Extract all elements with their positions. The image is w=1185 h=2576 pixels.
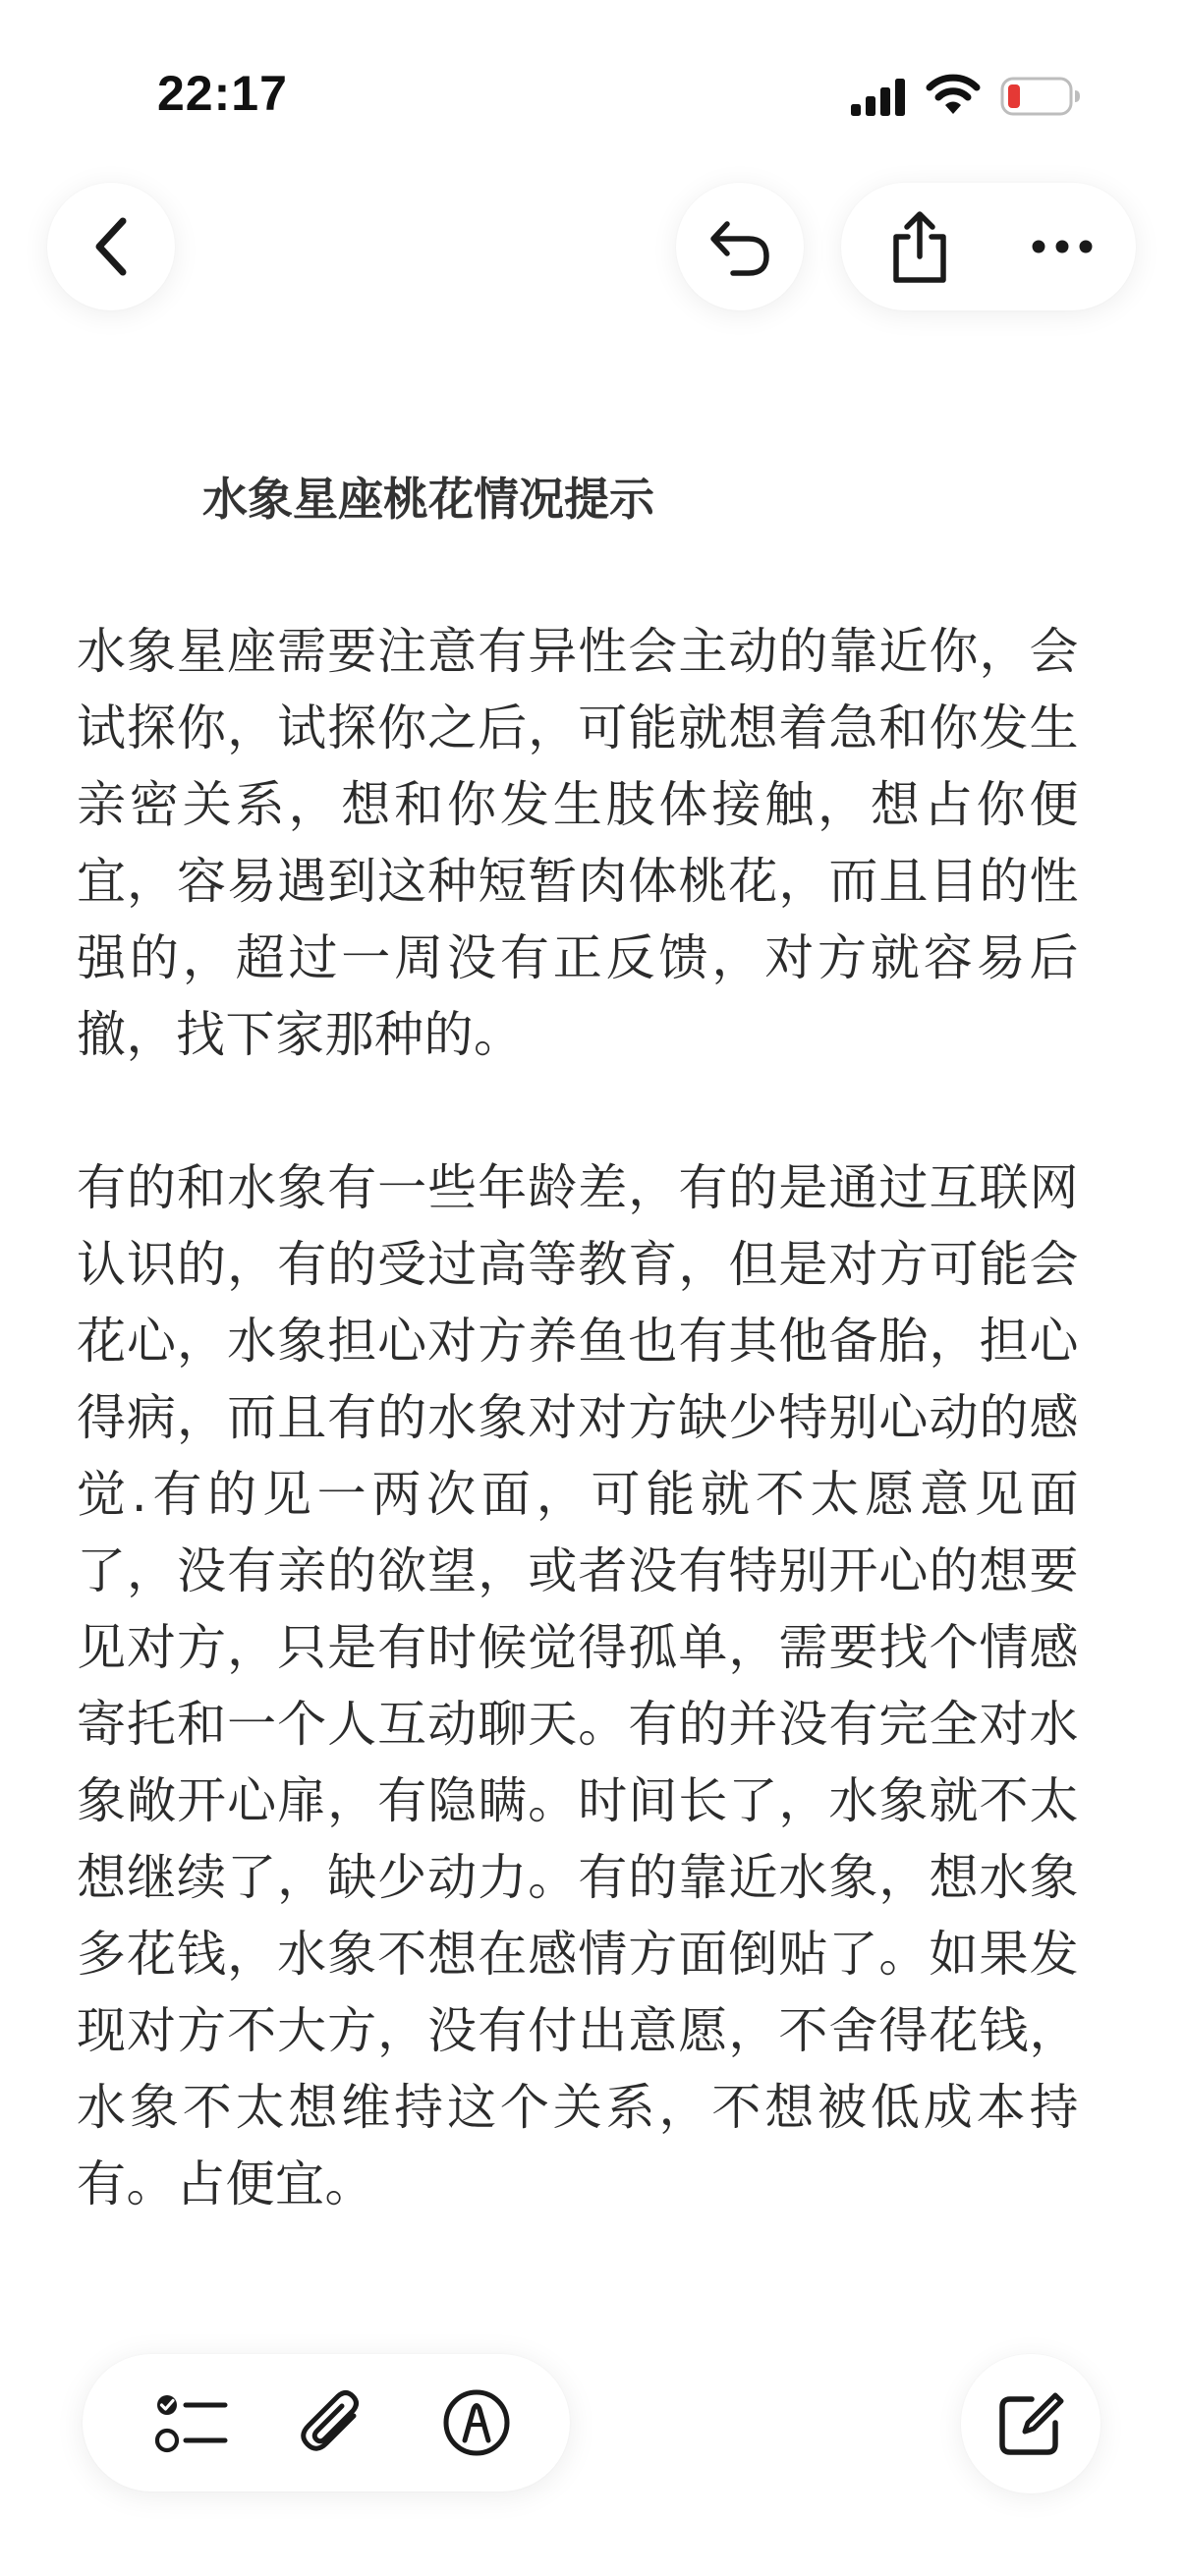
attach-button[interactable]	[279, 2354, 387, 2492]
checklist-button[interactable]	[138, 2354, 246, 2492]
checklist-icon	[154, 2388, 229, 2457]
undo-button[interactable]	[676, 183, 804, 310]
share-button[interactable]	[861, 183, 979, 310]
paperclip-icon	[299, 2386, 367, 2459]
battery-icon	[1000, 77, 1081, 116]
markup-button[interactable]	[423, 2354, 531, 2492]
actions-pill	[841, 183, 1136, 310]
more-icon	[1031, 239, 1094, 254]
compose-icon	[996, 2389, 1065, 2458]
note-title[interactable]: 水象星座桃花情况提示	[202, 473, 654, 526]
note-body[interactable]	[77, 613, 1079, 2299]
back-button[interactable]	[47, 183, 175, 310]
wifi-icon	[926, 73, 981, 116]
more-button[interactable]	[1003, 183, 1121, 310]
share-icon	[888, 209, 951, 284]
note-paragraph[interactable]: 有的和水象有一些年龄差，有的是通过互联网认识的，有的受过高等教育，但是对方可能会花心，水象担心对方养鱼也有其他备胎，担心得病，而且有的水象对对方缺少特别心动的感觉.有的见一两次面，可能就不太愿意见面了，没有亲的欲望，或者没有特别开心的想要见对方，只是有时候觉得孤单，需要找个情感寄托和一个人互动聊天。有的并没有完全对水象敞开心扉，有隐瞒。时间长了，水象就不太想继续了，缺少动力。有的靠近水象，想水象多花钱，水象不想在感情方面倒贴了。如果发现对方不大方，没有付出意愿，不舍得花钱，水象不太想维持这个关系，不想被低成本持有。占便宜。	[77, 1159, 1079, 2212]
compose-button[interactable]	[961, 2354, 1100, 2493]
bottom-toolbar	[83, 2354, 570, 2492]
markup-pen-icon	[441, 2387, 512, 2458]
undo-icon	[705, 212, 774, 281]
status-time: 22:17	[157, 66, 288, 121]
signal-icon	[851, 79, 906, 116]
status-bar	[0, 0, 1185, 187]
chevron-left-icon	[89, 215, 133, 278]
note-paragraph[interactable]: 水象星座需要注意有异性会主动的靠近你，会试探你，试探你之后，可能就想着急和你发生亲密关系，想和你发生肢体接触，想占你便宜，容易遇到这种短暂肉体桃花，而且目的性强的，超过一周没有正反馈，对方就容易后撤，找下家那种的。	[77, 623, 1079, 1063]
